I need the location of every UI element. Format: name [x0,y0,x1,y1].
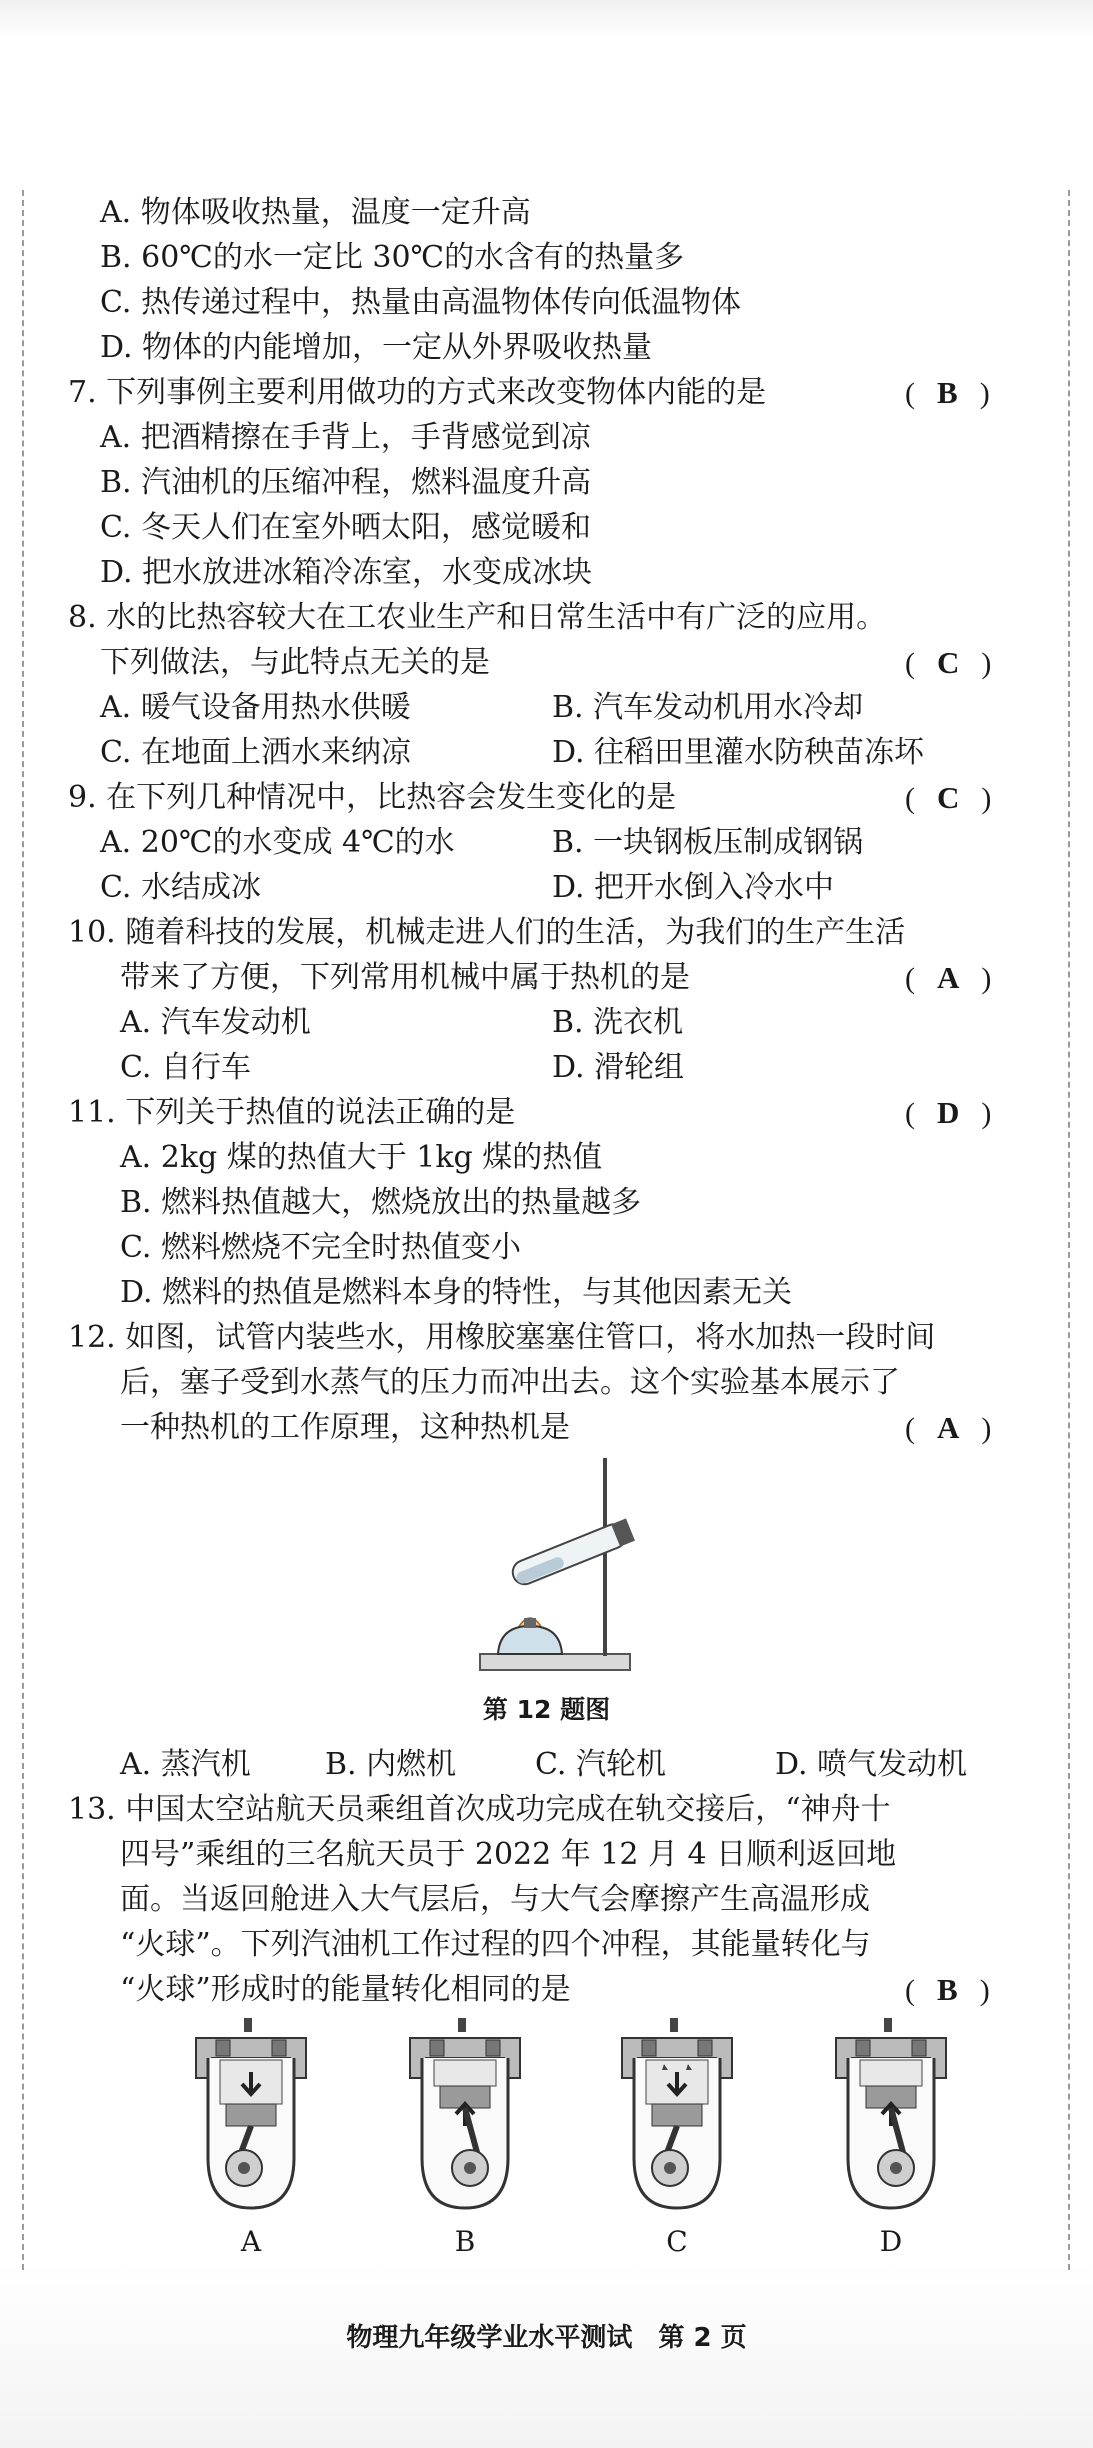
q8-options-row1 [0,685,1093,731]
q13-stem-line2: 四号”乘组的三名航天员于 2022 年 12 月 4 日顺利返回地 [120,1837,897,1872]
q7-option-c: C. 冬天人们在室外晒太阳，感觉暖和 [100,510,591,545]
q11-stem: 11. 下列关于热值的说法正确的是 ( D ) [0,1090,1093,1136]
q8-options-row2 [0,730,1093,776]
test-tube [509,1518,635,1587]
q7-answer: ( B ) [905,375,990,410]
q7-stem: 7. 下列事例主要利用做功的方式来改变物体内能的是 ( B ) [0,370,1093,416]
q9-options-row2 [0,865,1093,911]
q13-answer: ( B ) [905,1972,990,2007]
q8-stem-line2: 下列做法，与此特点无关的是 ( C ) [0,640,1093,686]
q8-answer: ( C ) [905,645,992,680]
q10-option-b: B. 洗衣机 [552,1005,684,1040]
q12-option-d: D. 喷气发动机 [775,1747,968,1782]
q10-stem-line2: 带来了方便，下列常用机械中属于热机的是 ( A ) [0,955,1093,1001]
q9-answer: ( C ) [905,780,992,815]
q11-option-d: D. 燃料的热值是燃料本身的特性，与其他因素无关 [120,1275,793,1310]
engine-stroke-a-diagram [186,2018,316,2218]
prev-option-b: B. 60℃的水一定比 30℃的水含有的热量多 [100,240,685,275]
q9-option-d: D. 把开水倒入冷水中 [552,870,835,905]
q12-option-c: C. 汽轮机 [535,1747,666,1782]
q9-stem: 9. 在下列几种情况中，比热容会发生变化的是 ( C ) [0,775,1093,821]
engine-label-b: B [454,2225,476,2258]
q12-answer: ( A ) [905,1410,992,1445]
q12-stem-line1: 12. 如图，试管内装些水，用橡胶塞塞住管口，将水加热一段时间 [68,1320,936,1355]
q10-option-c: C. 自行车 [120,1050,251,1085]
q12-option-a: A. 蒸汽机 [120,1747,251,1782]
alcohol-lamp [498,1626,562,1654]
page-footer: 物理九年级学业水平测试 第 2 页 [346,2323,747,2353]
q9-option-c: C. 水结成冰 [100,870,261,905]
q12-option-b: B. 内燃机 [325,1747,457,1782]
q13-stem-line5: “火球”形成时的能量转化相同的是 ( B ) [0,1967,1093,2013]
q12-options-row [0,1742,1093,1788]
engine-stroke-d-diagram [826,2018,956,2218]
q10-option-d: D. 滑轮组 [552,1050,685,1085]
q9-option-b: B. 一块钢板压制成钢锅 [552,825,864,860]
q11-option-b: B. 燃料热值越大，燃烧放出的热量越多 [120,1185,642,1220]
q10-answer: ( A ) [905,960,992,995]
q8-option-a: A. 暖气设备用热水供暖 [100,690,411,725]
q7-option-d: D. 把水放进冰箱冷冻室，水变成冰块 [100,555,593,590]
engine-stroke-b-diagram [400,2018,530,2218]
prev-option-a: A. 物体吸收热量，温度一定升高 [100,195,531,230]
q7-option-b: B. 汽油机的压缩冲程，燃料温度升高 [100,465,592,500]
q13-stem-line4: “火球”。下列汽油机工作过程的四个冲程，其能量转化与 [120,1927,871,1962]
q12-stem-line2: 后，塞子受到水蒸气的压力而冲出去。这个实验基本展示了 [120,1365,900,1400]
engine-label-c: C [666,2225,688,2258]
q11-option-c: C. 燃料燃烧不完全时热值变小 [120,1230,521,1265]
q13-stem-line3: 面。当返回舱进入大气层后，与大气会摩擦产生高温形成 [120,1882,870,1917]
engine-label-a: A [240,2225,262,2258]
q10-options-row2 [0,1045,1093,1091]
q9-option-a: A. 20℃的水变成 4℃的水 [100,825,455,860]
q7-option-a: A. 把酒精擦在手背上，手背感觉到凉 [100,420,591,455]
q8-option-c: C. 在地面上洒水来纳凉 [100,735,411,770]
q11-answer: ( D ) [905,1095,992,1130]
q8-option-d: D. 往稻田里灌水防秧苗冻坏 [552,735,925,770]
q13-stem-line1: 13. 中国太空站航天员乘组首次成功完成在轨交接后，“神舟十 [68,1792,891,1827]
stand-base [480,1654,630,1670]
q12-stem-line3: 一种热机的工作原理，这种热机是 ( A ) [0,1405,1093,1451]
q11-option-a: A. 2kg 煤的热值大于 1kg 煤的热值 [120,1140,603,1175]
q9-options-row1 [0,820,1093,866]
engine-stroke-c-diagram [612,2018,742,2218]
test-tube-heating-figure [470,1458,650,1678]
q8-option-b: B. 汽车发动机用水冷却 [552,690,864,725]
engine-label-d: D [879,2225,903,2258]
prev-option-d: D. 物体的内能增加，一定从外界吸收热量 [100,330,653,365]
figure-12-caption: 第 12 题图 [482,1695,611,1724]
prev-option-c: C. 热传递过程中，热量由高温物体传向低温物体 [100,285,741,320]
q10-option-a: A. 汽车发动机 [120,1005,311,1040]
q10-options-row1 [0,1000,1093,1046]
q8-stem-line1: 8. 水的比热容较大在工农业生产和日常生活中有广泛的应用。 [68,600,887,635]
q10-stem-line1: 10. 随着科技的发展，机械走进人们的生活，为我们的生产生活 [68,915,906,950]
